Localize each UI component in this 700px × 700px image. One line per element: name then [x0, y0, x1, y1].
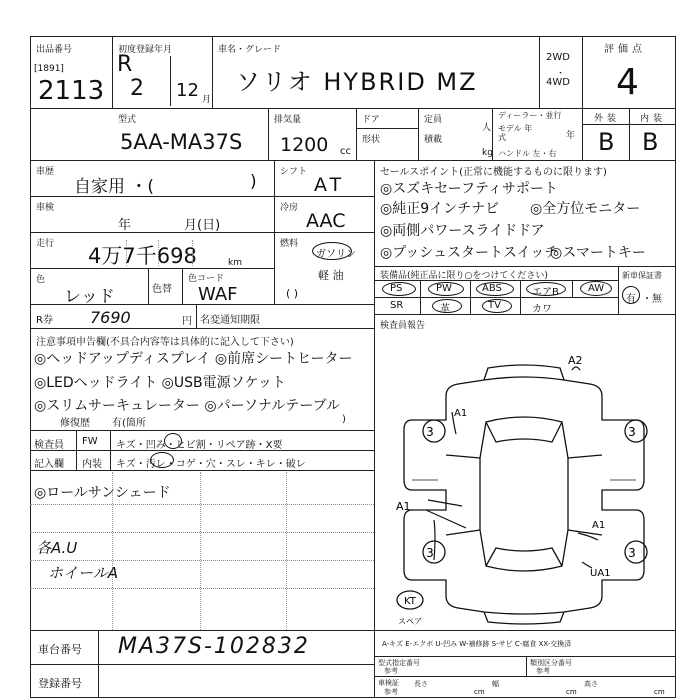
mileage-digit-guide [158, 240, 159, 266]
recycle-unit: 円 [182, 316, 192, 327]
year-unit: 年 [566, 131, 576, 141]
mileage-unit: km [228, 258, 242, 268]
drive-2wd: 2WD [546, 52, 570, 63]
lot-label: 出品番号 [36, 45, 73, 55]
reg-month: 12 [176, 80, 199, 101]
damage-label: A2 [568, 354, 583, 367]
divider [30, 108, 676, 109]
damage-mark [434, 520, 435, 560]
damage-label: A1 [592, 520, 606, 531]
load-unit: kg [482, 148, 493, 158]
inspector-int: 内装 [82, 459, 102, 470]
notes-guide [30, 532, 374, 533]
height-label: 高さ [584, 680, 598, 688]
cap-unit: 人 [482, 123, 492, 133]
model-value: 5AA-MA37S [120, 130, 243, 154]
equip-aw: AW [588, 283, 605, 294]
divider [374, 266, 676, 267]
damage-legend: A-キズ E-エクボ U-凹み W-補修跡 S-サビ C-腐食 XX-交換済 [382, 640, 572, 648]
length-label: 長さ [414, 680, 428, 688]
shape-label: 形状 [362, 135, 381, 145]
disp-label: 排気量 [274, 115, 302, 125]
damage-label: 3 [426, 546, 434, 560]
divider [470, 280, 471, 314]
sales-item: ◎スズキセーフティサポート [380, 181, 558, 197]
kind-ref: 参考 [536, 667, 550, 675]
fuel-value: ガソリン [316, 249, 356, 260]
model-label: 型式 [118, 115, 137, 125]
model-year-label: モデル 年式 [498, 124, 533, 142]
dim-label: 車検証 [378, 679, 399, 687]
spare-label: スペア [398, 617, 422, 626]
note-line: 各A.U [36, 539, 78, 557]
divider [356, 128, 418, 129]
divider [520, 280, 521, 314]
equip-leather: 革 [440, 304, 450, 315]
divider [30, 328, 374, 329]
score-label: 評価点 [604, 44, 646, 55]
inspector-label: 検査員 [34, 440, 64, 451]
damage-label: 3 [628, 425, 636, 439]
width-label: 幅 [492, 680, 499, 688]
int-value: B [642, 128, 659, 156]
damage-label: A1 [396, 500, 411, 513]
note-line: ◎ロールサンシェード [34, 485, 171, 501]
declaration-title: 注意事項申告欄(不具合内容等は具体的に記入して下さい) [36, 337, 294, 348]
divider [112, 36, 113, 108]
equipment-title: 装備品(純正品に限り○をつけてください) [380, 271, 548, 281]
sales-title: セールスポイント(正常に機能するものに限ります) [380, 167, 607, 178]
divider [170, 56, 171, 106]
mileage-value: 4万7千698 [88, 244, 197, 268]
car-door-line [446, 530, 480, 535]
divider [618, 266, 619, 314]
fuel-label: 燃料 [280, 239, 299, 249]
dealer-label: ディーラー・並行 [498, 111, 562, 120]
ext-label: 外装 [594, 114, 621, 124]
divider [148, 268, 149, 304]
history-close: ) [250, 172, 257, 192]
shift-value: AT [314, 174, 346, 196]
equip-pw: PW [436, 283, 452, 294]
inspect-label: 車検 [36, 203, 55, 213]
chassis-label: 車台番号 [38, 643, 82, 656]
sales-item: ◎全方位モニター [530, 201, 641, 217]
car-door-line [446, 455, 480, 458]
divider [582, 36, 583, 160]
damage-label: 3 [628, 546, 636, 560]
color-code-label: 色コード [188, 274, 225, 284]
divider [30, 160, 676, 161]
divider [374, 280, 618, 281]
divider [420, 280, 421, 314]
divider [374, 656, 676, 657]
notes-guide [200, 472, 201, 630]
int-label: 内装 [640, 114, 667, 124]
inspector-mark [164, 433, 182, 449]
reg-number-label: 登録番号 [38, 677, 82, 690]
ac-value: AAC [306, 210, 346, 232]
divider [374, 328, 375, 630]
warranty-sep: ・無 [642, 294, 662, 305]
fuel-diesel: 軽 油 [318, 269, 344, 282]
divider [76, 430, 77, 470]
car-windshield [486, 422, 562, 442]
damage-label: UA1 [590, 568, 611, 579]
divider [110, 430, 111, 470]
mileage-digit-guide [126, 240, 127, 266]
divider [212, 36, 213, 108]
disp-unit: cc [340, 146, 351, 157]
divider [30, 232, 274, 233]
equip-sr: SR [390, 300, 404, 311]
repair-close: ) [342, 414, 346, 425]
divider [374, 314, 676, 315]
width-unit: cm [566, 688, 577, 696]
repair-label: 修復歴 [60, 418, 90, 429]
dim-ref: 参考 [384, 688, 398, 696]
drive-sep: ・ [556, 69, 566, 79]
damage-mark [572, 367, 580, 370]
divider [572, 280, 573, 297]
divider [526, 656, 527, 676]
inspect-month: 月(日) [184, 218, 221, 233]
damage-label: 3 [426, 425, 434, 439]
car-door-line [568, 455, 602, 458]
divider [30, 430, 374, 431]
color-change-label: 色替 [152, 284, 172, 295]
notes-guide [30, 560, 374, 561]
equip-airbag: エアB [532, 287, 559, 298]
divider [374, 676, 676, 677]
score-value: 4 [616, 62, 639, 103]
divider [374, 160, 375, 328]
divider [30, 630, 676, 631]
repair-value: 有(箇所 [112, 418, 146, 429]
inspector-int-items: キズ・汚レ・コゲ・穴・スレ・キレ・破レ [116, 459, 306, 470]
notes-guide [286, 472, 287, 630]
notes-guide [30, 504, 374, 505]
car-roof [480, 417, 568, 571]
car-rear-window [486, 548, 562, 566]
divider [374, 297, 618, 298]
divider [98, 630, 99, 698]
inspector-fw-items: キズ・凹み・ヒビ割・リペア跡・X要 [116, 440, 283, 451]
name-label: 車名・グレード [218, 45, 282, 55]
sales-item: ◎両側パワースライドドア [380, 223, 545, 239]
lot-number: 2113 [38, 76, 105, 106]
kind-number-label: 類別区分番号 [530, 659, 572, 667]
divider [182, 268, 183, 304]
equip-kawa: カワ [532, 304, 552, 315]
reg-month-unit: 月 [202, 95, 212, 105]
reg-year: 2 [130, 76, 144, 101]
drive-4wd: 4WD [546, 77, 570, 88]
divider [274, 232, 374, 233]
fuel-paren: ( ) [286, 287, 299, 300]
damage-label: A1 [454, 408, 468, 419]
car-front-bumper [484, 365, 564, 380]
divider [539, 36, 540, 108]
reg-label: 初度登録年月 [118, 45, 173, 55]
car-damage-diagram [376, 330, 674, 628]
lot-bracket: [1891] [34, 64, 64, 74]
notice-label: 名変通知期限 [200, 315, 260, 326]
sales-item: ◎プッシュスタートスイッチ [380, 245, 559, 261]
form-ref: 参考 [384, 667, 398, 675]
form-number-label: 型式指定番号 [378, 659, 420, 667]
disp-value: 1200 [280, 134, 329, 156]
chassis-value: MA37S-102832 [118, 634, 310, 659]
ac-label: 冷房 [280, 203, 299, 213]
divider [629, 108, 630, 160]
divider [196, 304, 197, 328]
divider [268, 108, 269, 160]
color-label: 色 [36, 275, 46, 285]
ext-value: B [598, 128, 615, 156]
load-label: 積載 [424, 135, 443, 145]
recycle-label: R券 [36, 315, 53, 326]
inspector-mark [150, 452, 174, 468]
history-label: 車歴 [36, 167, 55, 177]
car-name: ソリオ HYBRID MZ [236, 68, 478, 96]
equip-abs: ABS [482, 283, 502, 294]
declaration-line: ◎スリムサーキュレーター ◎パーソナルテーブル [34, 398, 341, 414]
door-label: ドア [362, 115, 380, 125]
divider [418, 108, 419, 160]
damage-label: KT [404, 596, 416, 607]
mileage-digit-guide [192, 240, 193, 266]
length-unit: cm [474, 688, 485, 696]
equip-tv: TV [488, 300, 501, 311]
reg-era: R [117, 52, 133, 77]
warranty-yes: 有 [626, 294, 636, 305]
divider [374, 630, 375, 698]
equip-ps: PS [390, 283, 403, 294]
declaration-line: ◎LEDヘッドライト ◎USB電源ソケット [34, 375, 286, 391]
notes-guide [30, 588, 374, 589]
sales-item: ◎純正9インチナビ [380, 201, 500, 217]
history-value: 自家用 ・( [74, 177, 155, 197]
cap-label: 定員 [424, 115, 443, 125]
divider [30, 664, 374, 665]
shift-label: シフト [280, 167, 308, 177]
inspector-fw: FW [82, 436, 98, 447]
inspector-label: 記入欄 [34, 459, 64, 470]
divider [30, 470, 374, 471]
mileage-label: 走行 [36, 239, 55, 249]
divider [356, 108, 357, 160]
color-value: レッド [64, 287, 115, 307]
note-line: ホイールA [48, 564, 118, 582]
sales-item: ◎スマートキー [550, 245, 646, 261]
inspect-year: 年 [118, 218, 132, 233]
inspector-notes-label: 検査員報告 [380, 321, 426, 331]
recycle-value: 7690 [90, 308, 131, 327]
handle-label: ハンドル 左・右 [498, 149, 557, 158]
height-unit: cm [654, 688, 665, 696]
declaration-line: ◎ヘッドアップディスプレイ ◎前席シートヒーター [34, 351, 353, 367]
new-warranty-label: 新車保証書 [622, 271, 662, 280]
divider [274, 196, 374, 197]
color-code-value: WAF [198, 284, 238, 305]
